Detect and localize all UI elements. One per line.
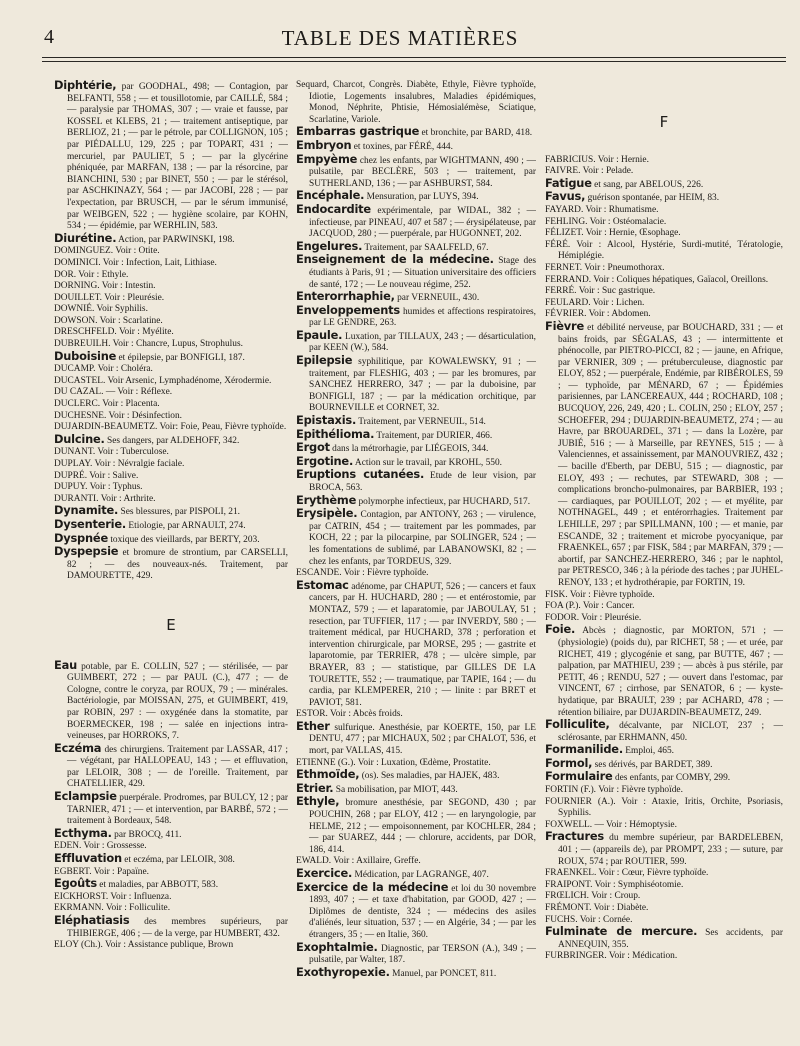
entry-text: des enfants, par COMBY, 299.: [612, 773, 731, 784]
entry-text: FUCHS. Voir : Cornée.: [545, 914, 633, 925]
entry-text: FERRAND. Voir : Coliques hépatiques, Gaïacol, Oreillons.: [545, 274, 769, 285]
entry-text: DUPLAY. Voir : Névralgie faciale.: [54, 459, 185, 469]
entry-text: FERNET. Voir : Pneumothorax.: [545, 262, 665, 273]
entry-text: FERRÉ. Voir : Suc gastrique.: [545, 286, 656, 297]
entry-headword: Erysipèle.: [296, 506, 358, 521]
index-entry: [545, 155, 783, 167]
entry-text: Abcès ; diagnostic, par MORTON, 571 ; — (physiologie) (poids du), par RICHET, 58 ; — et urée, par RICHET, 419 ; glycogénie et sang, par BUTTE, 467 ; — palpation, par MATHIEU, 239 ; — abcès à pus stérile, par PETIT, 46 ; RENDU, 527 ; — ouvert dans l'estomac, par VINCENT, 67 ; cirrhose, par SENATOR, 6 ; — kyste-hydatique, par BRAULT, 239 ; par ACHARD, 478 ; — rétention biliaire, par DUJARDIN-BEAUMETZ, 249.: [558, 626, 783, 718]
index-entry: [545, 719, 783, 744]
entry-text: FOXWELL. — Voir : Hémoptysie.: [545, 819, 677, 830]
entry-text: Diagnostic, par TERSON (A.), 349 ; — pulsatile, par Walter, 187.: [309, 943, 536, 966]
entry-text: DURANTI. Voir : Arthrite.: [54, 493, 156, 504]
entry-headword: Egoûts: [54, 876, 97, 891]
entry-headword: Eruptions cutanées.: [296, 467, 425, 482]
page-header: [0, 0, 800, 60]
entry-text: expérimentale, par WIDAL, 382 ; — infectieuse, par PINEAU, 407 et 587 ; — érysipélateuse, par JACQUOD, 280 ; — puerpérale, par HUGONNET, 202.: [309, 205, 536, 240]
index-entry: [545, 891, 783, 903]
header-rule-thin: [42, 61, 786, 62]
page-title: TABLE DES MATIÈRES: [281, 26, 519, 50]
entry-text: FABRICIUS. Voir : Hernie.: [545, 154, 649, 165]
entry-text: ses dérivés, par BARDET, 389.: [592, 759, 713, 770]
entry-text: FISK. Voir : Fièvre typhoïde.: [545, 589, 655, 600]
entry-headword: Ergotine.: [296, 453, 354, 468]
entry-text: guérison spontanée, par HEIM, 83.: [585, 193, 720, 204]
entry-headword: Engelures.: [296, 238, 363, 253]
index-entry: [545, 298, 783, 310]
entry-headword: Foie.: [545, 622, 576, 637]
entry-text: Traitement, par SAALFELD, 67.: [362, 242, 489, 253]
entry-text: Ses dangers, par ALDEHOFF, 342.: [104, 435, 240, 446]
index-entry: [296, 80, 536, 126]
entry-text: humides et affections respiratoires, par LE GENDRE, 263.: [309, 306, 536, 329]
entry-headword: Dysenterie.: [54, 516, 127, 531]
entry-headword: Ecthyma.: [54, 825, 112, 840]
entry-text: Action sur le travail, par KROHL, 550.: [353, 457, 503, 468]
entry-text: Médication, par LAGRANGE, 407.: [352, 870, 489, 880]
entry-text: ESCANDE. Voir : Fièvre typhoïde.: [296, 568, 429, 579]
entry-text: DRESCHFELD. Voir : Myélite.: [54, 327, 174, 338]
entry-text: FÉLIZET. Voir : Hernie, Œsophage.: [545, 228, 681, 239]
index-entry: [296, 469, 536, 494]
entry-text: FEULARD. Voir : Lichen.: [545, 297, 645, 308]
entry-text: par VERNEUIL, 430.: [394, 293, 480, 304]
index-entry: [545, 191, 783, 205]
index-entry: [545, 286, 783, 298]
entry-headword: Ethyle,: [296, 794, 340, 809]
index-entry: [296, 939, 536, 967]
index-entry: [296, 709, 536, 721]
entry-headword: Fièvre: [545, 318, 584, 333]
index-column-2: [296, 80, 536, 1040]
entry-text: FAIVRE. Voir : Pelade.: [545, 166, 634, 177]
entry-headword: Dulcine.: [54, 431, 105, 446]
index-entry: [54, 411, 288, 423]
entry-headword: Fractures: [545, 829, 604, 844]
entry-text: polymorphe infectieux, par HUCHARD, 517.: [356, 496, 531, 507]
entry-headword: Formulaire: [545, 769, 613, 784]
index-entry: [296, 577, 536, 710]
entry-text: Contagion, par ANTONY, 263 ; — virulence, par CATRIN, 454 ; — traitement par les pommades, par KOCH, 22 ; par la pilocarpine, par SOLINGER, 524 ; — les fomentations de sublimé, par LABANOWSKI, 82 ; — chez les enfants, par TORDEUS, 329.: [309, 510, 536, 567]
index-entry: [545, 926, 783, 951]
entry-headword: Formanilide.: [545, 742, 623, 757]
index-entry: [545, 217, 783, 229]
entry-headword: Etrier.: [296, 780, 334, 795]
entry-text: FRŒLICH. Voir : Croup.: [545, 891, 641, 902]
entry-text: ESTOR. Voir : Abcès froids.: [296, 709, 403, 720]
entry-headword: Erythème: [296, 492, 357, 507]
index-entry: [54, 316, 288, 328]
entry-headword: Exercice.: [296, 866, 353, 880]
entry-headword: Estomac: [296, 577, 349, 592]
index-entry: [296, 327, 536, 355]
entry-text: Action, par PARWINSKI, 198.: [116, 234, 235, 245]
index-entry: [545, 868, 783, 880]
index-entry: [54, 399, 288, 411]
index-entry: [54, 246, 288, 258]
index-entry: [54, 230, 288, 247]
entry-headword: Exothyropexie.: [296, 964, 390, 979]
entry-headword: Epistaxis.: [296, 413, 357, 428]
entry-text: DOWSON. Voir : Scarlatine.: [54, 315, 163, 326]
entry-text: des membres supérieurs, par THIBIERGE, 406 ; — de la verge, par HUMBERT, 432.: [67, 917, 288, 939]
entry-text: (os). Ses maladies, par HAJEK, 483.: [359, 771, 500, 782]
entry-text: DUJARDIN-BEAUMETZ. Voir: Foie, Peau, Fièvre typhoïde.: [54, 422, 287, 433]
entry-text: Stage des étudiants à Paris, 91 ; — Situation universitaire des officiers de santé, 172 ; — Le nouveau régime, 252.: [309, 256, 536, 290]
entry-headword: Embarras gastrique: [296, 124, 420, 139]
entry-text: dans la métrorhagie, par LIÉGEOIS, 344.: [329, 444, 489, 455]
index-entry: [545, 903, 783, 915]
entry-text: et débilité nerveuse, par BOUCHARD, 331 ; — et bains froids, par SÉGALAS, 43 ; — intermittente et phénocolle, par PIETRO-PICCI, 82 ; — jaune, en Afrique, par VERNIER, 309 ; — prétuberculeuse, diagnostic par ELOY, 852 ; — puerpérale, Endémie, par RIBÉROLES, 59 ; — typhoïde, par MÉNARD, 67 ; — Épidémies parisiennes, par LANCEREAUX, 444 ; ROCHARD, 108 ; BUCQUOY, 226, 249, 420 ; L. COLIN, 250 ; ELOY, 257 ; SCHOEFER, 294 ; DUJARDIN-BEAUMETZ, 274 ; — au Havre, par BROUARDEL, 371 ; — dans la Lozère, par JUBIÉ, 516 ; — à Marseille, par REYNES, 515 ; — à Valenciennes, et assainissement, par MANOUVRIEZ, 432 ; — bacille d'Eberth, par DEBU, 515 ; — diagnostic, par ELOY, 493 ; — rechutes, par STEWARD, 308 ; — complications broncho-pulmonaires, par BARBIER, 193 ; — cardiaques, par POUILLOT, 202 ; — et myélite, par NOTHNAGEL, 449 ; et entérorrhagies. Traitement par LEHILLE, 297 ; par SPILLMANN, 100 ; — et manie, par ESCANDE, 32 ; traitement et microbe pyocyanique, par FRAENKEL, 657 ; par FISK, 584 ; par MARFAN, 379 ; — abortif, par SANCHEZ-HERRERO, 346 ; par le naphtol, par PETRESCO, 346 ; à la période des taches ; par JUHEL-RENOY, 133 ; et hydrothérapie, par FORTIN, 19.: [558, 322, 783, 588]
index-entry: [54, 270, 288, 282]
entry-headword: Ethmoïde,: [296, 767, 360, 782]
entry-headword: Diphtérie,: [54, 80, 117, 92]
entry-text: Traitement, par VERNEUIL, 514.: [356, 417, 486, 428]
entry-headword: Eclampsie: [54, 789, 117, 804]
entry-text: DUPUY. Voir : Typhus.: [54, 482, 143, 493]
index-entry: [296, 796, 536, 856]
index-entry: [545, 785, 783, 797]
entry-text: par BROCQ, 411.: [111, 829, 182, 840]
entry-text: Sa mobilisation, par MIOT, 443.: [333, 784, 458, 795]
index-entry: [545, 613, 783, 625]
entry-headword: Endocardite: [296, 201, 371, 216]
entry-text: FORTIN (F.). Voir : Fièvre typhoïde.: [545, 785, 683, 796]
entry-headword: Enseignement de la médecine.: [296, 252, 494, 267]
index-entry: [54, 878, 288, 892]
index-entry: [545, 601, 783, 613]
entry-headword: Exercice de la médecine: [296, 879, 449, 894]
index-entry: [545, 228, 783, 240]
entry-headword: Folliculite,: [545, 717, 610, 732]
entry-headword: Ether: [296, 718, 330, 733]
entry-text: EKRMANN. Voir : Folliculite.: [54, 903, 171, 914]
entry-text: décalvante, par NICLOT, 237 ; — sclérosante, par ERHMANN, 450.: [558, 721, 783, 743]
entry-text: Etude de leur vision, par BROCA, 563.: [309, 471, 536, 493]
index-entry: [54, 825, 288, 842]
entry-text: et eczéma, par LELOIR, 308.: [121, 855, 235, 866]
index-entry: [545, 263, 783, 275]
index-entry: [545, 205, 783, 217]
index-entry: [296, 151, 536, 191]
index-entry: [54, 293, 288, 305]
entry-headword: Fatigue: [545, 175, 592, 190]
index-entry: [296, 302, 536, 330]
section-letter: E: [166, 615, 176, 634]
entry-text: et bromure de strontium, par CARSELLI, 82 ; — des nouveaux-nés. Traitement, par DAMOURETTE, 429.: [67, 548, 288, 582]
index-entry: [545, 275, 783, 287]
index-entry: [54, 892, 288, 904]
index-entry: [54, 546, 288, 583]
entry-text: par GOODHAL, 498; — Contagion, par BELFANTI, 558 ; — et tousillotomie, par CAILLÉ, 584 ; — paralysie par THOMAS, 307 ; — vraie et fausse, par KOSSEL et KLEBS, 21 ; — traitement antiseptique, par BERLIOZ, 21 ; — par le pétrole, par COLLIGNON, 105 ; par PIÉDALLU, 129, 225 ; par TOPART, 431 ; — mercuriel, par PAULIET, 5 ; — par la glycérine phéniquée, par MARFAN, 138 ; — par la résorcine, par BIANCHINI, 530 ; par BINET, 550 ; — par le stérésol, par ASCHKINAZY, 564 ; — par JACOBI, 228 ; — par l'expectation, par BRUSCH, — par le sérum immunisé, par WEIBGEN, 522 ; — hygiène scolaire, par KOHN, 534 ; — épidémie, par WERHLIN, 583.: [67, 82, 288, 232]
index-entry: [545, 951, 783, 963]
index-column-1: [54, 80, 288, 1040]
entry-headword: Epaule.: [296, 327, 343, 342]
entry-headword: Dyspepsie: [54, 544, 119, 559]
entry-headword: Empyème: [296, 151, 358, 166]
index-entry: [296, 718, 536, 758]
index-entry: [545, 318, 783, 590]
entry-text: DUCAMP. Voir : Choléra.: [54, 364, 153, 375]
entry-headword: Eczéma: [54, 740, 102, 755]
entry-text: Ses blessures, par PISPOLI, 21.: [118, 507, 241, 518]
entry-headword: Encéphale.: [296, 188, 365, 203]
index-entry: [54, 853, 288, 867]
index-entry: [54, 915, 288, 940]
index-entry: [545, 797, 783, 820]
index-entry: [54, 327, 288, 339]
index-entry: [54, 940, 288, 952]
entry-text: DUNANT. Voir : Tuberculose.: [54, 447, 169, 458]
entry-text: DOR. Voir : Ethyle.: [54, 269, 129, 280]
entry-text: des chirurgiens. Traitement par LASSAR, 417 ; — végétant, par HALLOPEAU, 143 ; — et effluvation, par LELOIR, 308 ; — de l'oreille. Traitement, par CHATELLIER, 429.: [67, 744, 288, 790]
entry-headword: Enveloppements: [296, 302, 400, 317]
index-entry: [54, 471, 288, 483]
entry-text: FEHLING. Voir : Ostéomalacie.: [545, 216, 667, 227]
entry-text: et toxines, par FÉRÉ, 444.: [351, 141, 453, 152]
entry-text: DUCASTEL. Voir Arsenic, Lymphadénome, Xérodermie.: [54, 375, 272, 386]
entry-text: Etiologie, par ARNAULT, 274.: [126, 520, 246, 531]
entry-text: EGBERT. Voir : Papaïne.: [54, 866, 150, 877]
entry-text: ETIENNE (G.). Voir : Luxation, Œdème, Prostatite.: [296, 757, 491, 768]
index-entry: [545, 831, 783, 868]
entry-text: FÉRÉ. Voir : Alcool, Hystérie, Surdi-mutité, Tératologie, Hémiplégie.: [545, 239, 783, 262]
entry-text: bromure anesthésie, par SEGOND, 430 ; par POUCHIN, 268 ; par ELOY, 412 ; — en laryngologie, par HELME, 212 ; — empoisonnement, par KOCHLER, 284 ; — par SUAREZ, 444 ; — chlorure, accidents, par DOR, 186, 414.: [309, 798, 536, 855]
index-entry: [54, 657, 288, 743]
index-entry: [296, 426, 536, 443]
entry-text: FAYARD. Voir : Rhumatisme.: [545, 204, 659, 215]
index-entry: [54, 482, 288, 494]
entry-text: Manuel, par PONCET, 811.: [389, 968, 497, 979]
entry-text: DORNING. Voir : Intestin.: [54, 281, 156, 292]
entry-text: DOUILLET. Voir : Pleurésie.: [54, 292, 165, 303]
entry-text: DUCLERC. Voir : Placenta.: [54, 399, 160, 410]
entry-text: et sang, par ABELOUS, 226.: [591, 179, 704, 190]
entry-headword: Epilepsie: [296, 353, 353, 368]
entry-headword: Dynamite.: [54, 503, 119, 518]
entry-headword: Duboisine: [54, 348, 117, 363]
entry-text: FÉVRIER. Voir : Abdomen.: [545, 309, 651, 320]
entry-text: FOURNIER (A.). Voir : Ataxie, Iritis, Orchite, Psoriasis, Syphilis.: [545, 796, 783, 819]
entry-text: FRAENKEL. Voir : Cœur, Fièvre typhoïde.: [545, 868, 709, 879]
entry-text: FRAIPONT. Voir : Symphiséotomie.: [545, 879, 684, 890]
entry-text: FODOR. Voir : Pleurésie.: [545, 612, 642, 623]
index-entry: [54, 80, 288, 233]
entry-headword: Epithélioma.: [296, 426, 375, 441]
entry-text: FRÉMONT. Voir : Diabète.: [545, 903, 649, 913]
entry-headword: Favus,: [545, 189, 586, 204]
entry-text: toxique des vieillards, par BERTY, 203.: [107, 534, 260, 545]
index-entry: [545, 590, 783, 602]
index-entry: [545, 880, 783, 892]
entry-text: DUCHESNE. Voir : Désinfection.: [54, 410, 183, 421]
entry-text: chez les enfants, par WIGHTMANN, 490 ; — pulsatile, par BECLÈRE, 503 ; — traitement, par SUTHERLAND, 136 ; — par ASHBURST, 584.: [309, 155, 536, 189]
index-entry: [545, 771, 783, 785]
entry-headword: Eau: [54, 657, 77, 672]
entry-headword: Diurétine.: [54, 230, 117, 245]
index-entry: [54, 304, 288, 316]
header-rule: [42, 57, 786, 58]
index-entry: [54, 364, 288, 376]
index-entry: [296, 964, 536, 981]
entry-headword: Eléphatiasis: [54, 913, 130, 927]
entry-text: syphilitique, par KOWALEWSKY, 91 ; — traitement, par FLESHIG, 403 ; — par les bromures, par SANCHEZ HERRERO, 347 ; — par la duboisine, par BONFIGLI, 187 ; — par la médication orchitique, par BOURNEVILLE et CORNET, 32.: [309, 357, 536, 414]
entry-headword: Dyspnée: [54, 530, 108, 545]
index-entry: [54, 791, 288, 828]
entry-text: DUBREUILH. Voir : Chancre, Lupus, Strophulus.: [54, 339, 243, 350]
index-entry: [545, 624, 783, 719]
section-letter: F: [659, 113, 669, 131]
index-entry: [54, 459, 288, 471]
entry-text: et loi du 30 novembre 1893, 407 ; — et taxe d'habitation, par GOOD, 427 ; — Diplômes de dentiste, 324 ; — médecins des asiles d'aliénés, leur situation, 537 ; — en Algérie, 34 ; — par les étrangers, 35 ; — en Italie, 360.: [309, 883, 536, 940]
index-entry: [296, 355, 536, 415]
index-entry: [296, 508, 536, 568]
entry-text: EDEN. Voir : Grossesse.: [54, 841, 147, 852]
entry-text: DOMINGUEZ. Voir : Otite.: [54, 246, 160, 257]
entry-text: Mensuration, par LUYS, 394.: [364, 192, 479, 203]
entry-text: ELOY (Ch.). Voir : Assistance publique, Brown: [54, 940, 234, 951]
entry-text: adénome, par CHAPUT, 526 ; — cancers et faux cancers, par H. HUCHARD, 280 ; — et entérostomie, par MONTAZ, 579 ; — et laparatomie, par JABOULAY, 51 ; resection, par TUFFIER, 117 ; — par INVERDY, 580 ; — traitement médical, par HUCHARD, 378 ; perforation et intervention chirurgicale, par MORSE, 295 ; — gastrite et laparotomie, par TERRIER, 478 ; — ulcère simple, par BRAYER, 83 ; — statistique, par GILLES DE LA TOURETTE, 552 ; — traumatique, par TAPIE, 164 ; — du cardia, par KLEMPERER, 210 ; — linite : par BRET et PAVIOT, 581.: [309, 581, 536, 708]
index-entry: [54, 740, 288, 791]
entry-text: FURBRINGER. Voir : Médication.: [545, 951, 678, 962]
index-entry: [54, 281, 288, 293]
index-entry: [296, 254, 536, 291]
entry-text: Traitement, par DURIER, 466.: [374, 430, 493, 441]
index-entry: [54, 431, 288, 448]
entry-headword: Exophtalmie.: [296, 939, 378, 954]
entry-headword: Formol,: [545, 755, 593, 770]
entry-text: potable, par E. COLLIN, 527 ; — stérilisée, — par GUIMBERT, 272 ; — par PAUL (C.), 477 ; — de Cologne, contre le coryza, par ROUX, 79 ; — minérales. Bactériologie, par MOISSAN, 275, et GUIMBERT, 419, par ROBIN, 297 : — oxygénée dans la stomatite, par BOERMECKER, 198 ; — salée en injections intra-veineuses, par HORROKS, 7.: [67, 661, 288, 742]
entry-text: Ses accidents, par ANNEQUIN, 355.: [558, 928, 783, 950]
entry-headword: Embryon: [296, 137, 352, 152]
index-entry: [54, 348, 288, 365]
index-entry: [54, 258, 288, 270]
entry-text: DOWNIÉ. Voir Syphilis.: [54, 304, 148, 315]
index-entry: [54, 447, 288, 459]
entry-text: sulfurique. Anesthésie, par KOERTE, 150, par LE DENTU, 477 ; par MICHAUX, 502 ; par CHALOT, 536, et mort, par VALLAS, 415.: [309, 722, 536, 757]
entry-text: DOMINICI. Voir : Infection, Lait, Lithiase.: [54, 257, 217, 268]
entry-text: puerpérale. Prodromes, par BULCY, 12 ; par TARNIER, 471 ; — et intervention, par BARBÉ, 572 ; — traitement à Bordeaux, 548.: [67, 793, 288, 827]
page-number: 4: [44, 26, 54, 48]
index-entry: [54, 387, 288, 399]
entry-text: EICKHORST. Voir : Influenza.: [54, 891, 172, 902]
index-entry: [54, 376, 288, 388]
index-entry: [296, 201, 536, 241]
index-entry: [545, 240, 783, 263]
entry-text: Emploi, 465.: [622, 746, 674, 757]
entry-text: et bronchite, par BARD, 418.: [419, 128, 533, 139]
entry-text: DU CAZAL. — Voir : Réflexe.: [54, 387, 173, 398]
entry-text: et maladies, par ABBOTT, 583.: [96, 880, 219, 891]
entry-text: DUPRÉ. Voir : Salive.: [54, 470, 139, 481]
entry-text: EWALD. Voir : Axillaire, Greffe.: [296, 856, 421, 867]
entry-text: du membre supérieur, par BARDELEBEN, 401 ; — (appareils de), par PROMPT, 233 ; — suture, par ROUX, 574 ; par ROUTIER, 599.: [558, 833, 783, 867]
entry-text: Sequard, Charcot, Congrès. Diabète, Ethyle, Fièvre typhoïde, Idiotie, Logements insalubres, Maladies épidémiques, Monod, Néphrite, Phtisie, Hémosialémèse, Sciatique, Scarlatine, Variole.: [296, 80, 536, 125]
entry-headword: Ergot: [296, 440, 330, 455]
entry-text: FOA (P.). Voir : Cancer.: [545, 601, 635, 612]
entry-headword: Fulminate de mercure.: [545, 924, 698, 939]
entry-headword: Enterorrhaphie,: [296, 289, 395, 304]
index-column-3: [545, 80, 783, 1040]
index-entry: [296, 879, 536, 942]
entry-text: et épilepsie, par BONFIGLI, 187.: [116, 352, 245, 363]
entry-text: Luxation, par TILLAUX, 243 ; — désarticulation, par KEEN (W.), 584.: [309, 331, 536, 354]
entry-headword: Effluvation: [54, 851, 122, 866]
